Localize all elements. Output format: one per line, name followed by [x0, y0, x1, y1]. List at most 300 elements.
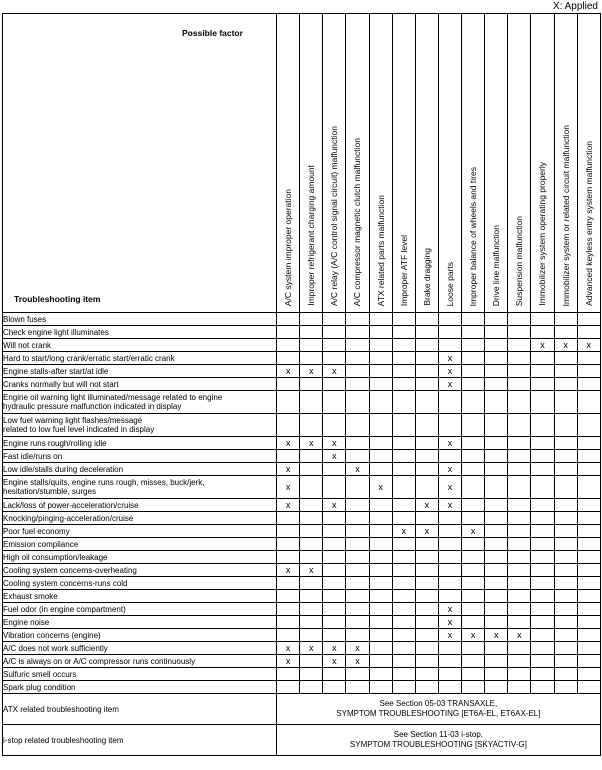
applied-mark-cell	[531, 590, 554, 603]
applied-mark-cell	[323, 339, 346, 352]
troubleshooting-item: Low idle/stalls during deceleration	[3, 463, 277, 476]
table-row	[3, 512, 601, 525]
applied-mark-cell	[508, 414, 531, 437]
reference-line-2: SYMPTOM TROUBLESHOOTING [SKYACTIV-G]	[349, 740, 527, 749]
applied-mark-cell: x	[277, 365, 300, 378]
applied-mark-cell	[531, 352, 554, 365]
applied-mark-cell	[438, 551, 461, 564]
applied-mark-cell	[462, 463, 485, 476]
applied-mark-cell	[300, 681, 323, 694]
applied-mark-cell	[462, 414, 485, 437]
troubleshooting-item: Engine oil warning light illuminated/message related to engine hydraulic pressure malfunction indicated in display	[3, 391, 277, 414]
applied-mark-cell	[508, 577, 531, 590]
factor-label: ATX related parts malfunction	[375, 194, 386, 306]
applied-mark-cell	[392, 437, 415, 450]
applied-mark-cell	[554, 577, 577, 590]
factor-header	[346, 14, 369, 313]
applied-mark-cell	[554, 326, 577, 339]
applied-mark-cell	[346, 352, 369, 365]
applied-mark-cell: x	[438, 476, 461, 499]
applied-mark-cell	[277, 681, 300, 694]
applied-mark-cell	[508, 681, 531, 694]
applied-mark-cell	[462, 437, 485, 450]
applied-mark-cell	[554, 551, 577, 564]
applied-mark-cell	[438, 538, 461, 551]
applied-mark-cell	[323, 525, 346, 538]
applied-mark-cell	[577, 414, 600, 437]
factor-label: Brake dragging	[421, 248, 432, 306]
applied-mark-cell	[577, 551, 600, 564]
applied-mark-cell	[369, 538, 392, 551]
applied-mark-cell	[438, 668, 461, 681]
applied-mark-cell	[369, 512, 392, 525]
factor-label: A/C relay (A/C control signal circuit) malfunction	[329, 126, 340, 306]
applied-mark-cell	[485, 326, 508, 339]
applied-mark-cell	[323, 616, 346, 629]
header-corner	[3, 14, 277, 313]
applied-mark-cell	[485, 681, 508, 694]
applied-mark-cell	[438, 681, 461, 694]
applied-mark-cell	[462, 352, 485, 365]
applied-mark-cell	[577, 476, 600, 499]
applied-mark-cell	[462, 313, 485, 326]
applied-mark-cell	[392, 551, 415, 564]
applied-mark-cell	[508, 339, 531, 352]
applied-mark-cell	[346, 564, 369, 577]
applied-mark-cell	[277, 352, 300, 365]
applied-mark-cell	[577, 642, 600, 655]
applied-mark-cell	[554, 313, 577, 326]
applied-mark-cell	[369, 590, 392, 603]
applied-mark-cell	[323, 681, 346, 694]
applied-mark-cell	[300, 538, 323, 551]
applied-mark-cell	[415, 668, 438, 681]
troubleshooting-item: Fast idle/runs on	[3, 450, 277, 463]
applied-mark-cell	[300, 352, 323, 365]
applied-mark-cell	[392, 414, 415, 437]
applied-mark-cell	[300, 326, 323, 339]
applied-mark-cell	[577, 365, 600, 378]
applied-mark-cell	[323, 577, 346, 590]
applied-mark-cell	[392, 499, 415, 512]
factor-header	[531, 14, 554, 313]
troubleshooting-item: Emission compliance	[3, 538, 277, 551]
applied-mark-cell	[277, 603, 300, 616]
reference-row	[3, 694, 601, 725]
factor-header	[462, 14, 485, 313]
applied-mark-cell	[508, 616, 531, 629]
applied-mark-cell	[531, 437, 554, 450]
applied-mark-cell	[485, 668, 508, 681]
applied-mark-cell	[508, 313, 531, 326]
applied-mark-cell: x	[300, 564, 323, 577]
applied-mark-cell	[554, 668, 577, 681]
applied-mark-cell	[554, 476, 577, 499]
applied-mark-cell	[277, 525, 300, 538]
applied-mark-cell	[323, 313, 346, 326]
applied-mark-cell	[485, 437, 508, 450]
applied-mark-cell	[415, 437, 438, 450]
applied-mark-cell: x	[300, 365, 323, 378]
applied-mark-cell	[531, 391, 554, 414]
applied-mark-cell	[369, 339, 392, 352]
applied-mark-cell	[300, 339, 323, 352]
table-row	[3, 463, 601, 476]
table-row	[3, 414, 601, 437]
applied-mark-cell	[577, 681, 600, 694]
reference-text	[277, 694, 601, 725]
applied-mark-cell: x	[438, 603, 461, 616]
applied-mark-cell	[485, 655, 508, 668]
applied-mark-cell: x	[323, 642, 346, 655]
applied-mark-cell	[531, 668, 554, 681]
applied-mark-cell	[462, 655, 485, 668]
applied-mark-cell	[554, 378, 577, 391]
table-row	[3, 681, 601, 694]
applied-mark-cell: x	[369, 476, 392, 499]
applied-mark-cell	[323, 414, 346, 437]
factor-header	[323, 14, 346, 313]
applied-mark-cell: x	[415, 499, 438, 512]
applied-mark-cell	[438, 414, 461, 437]
applied-mark-cell	[300, 512, 323, 525]
troubleshooting-item: Lack/loss of power-acceleration/cruise	[3, 499, 277, 512]
applied-mark-cell: x	[323, 450, 346, 463]
applied-mark-cell	[392, 681, 415, 694]
applied-mark-cell	[531, 365, 554, 378]
applied-mark-cell	[300, 603, 323, 616]
applied-mark-cell	[485, 450, 508, 463]
applied-mark-cell	[554, 525, 577, 538]
applied-mark-cell	[554, 629, 577, 642]
applied-mark-cell	[577, 512, 600, 525]
applied-mark-cell	[462, 538, 485, 551]
applied-mark-cell	[300, 577, 323, 590]
applied-mark-cell	[392, 590, 415, 603]
applied-mark-cell	[485, 352, 508, 365]
applied-mark-cell	[531, 616, 554, 629]
applied-mark-cell	[577, 352, 600, 365]
factor-label: Drive line malfunction	[491, 224, 502, 306]
applied-mark-cell: x	[462, 629, 485, 642]
applied-mark-cell	[554, 499, 577, 512]
applied-mark-cell	[508, 463, 531, 476]
applied-mark-cell	[531, 313, 554, 326]
applied-mark-cell	[531, 564, 554, 577]
troubleshooting-item: Engine noise	[3, 616, 277, 629]
applied-mark-cell	[346, 391, 369, 414]
applied-mark-cell	[485, 603, 508, 616]
applied-mark-cell	[485, 538, 508, 551]
applied-mark-cell	[415, 681, 438, 694]
applied-mark-cell	[554, 437, 577, 450]
factor-header	[369, 14, 392, 313]
applied-mark-cell	[346, 525, 369, 538]
applied-mark-cell	[369, 564, 392, 577]
applied-mark-cell	[277, 551, 300, 564]
applied-mark-cell	[485, 339, 508, 352]
applied-mark-cell	[415, 365, 438, 378]
applied-mark-cell	[392, 391, 415, 414]
applied-mark-cell	[300, 525, 323, 538]
applied-mark-cell	[485, 313, 508, 326]
factor-label: Immobilizer system or related circuit malfunction	[560, 124, 571, 306]
applied-mark-cell	[577, 525, 600, 538]
applied-mark-cell	[415, 564, 438, 577]
applied-mark-cell	[508, 365, 531, 378]
applied-mark-cell	[485, 616, 508, 629]
applied-mark-cell	[323, 352, 346, 365]
applied-mark-cell	[531, 476, 554, 499]
applied-mark-cell	[554, 616, 577, 629]
applied-mark-cell	[392, 642, 415, 655]
applied-mark-cell	[485, 551, 508, 564]
applied-mark-cell	[277, 339, 300, 352]
applied-mark-cell	[508, 378, 531, 391]
applied-mark-cell	[346, 414, 369, 437]
applied-mark-cell	[577, 668, 600, 681]
applied-mark-cell	[346, 499, 369, 512]
applied-mark-cell	[369, 655, 392, 668]
applied-mark-cell	[323, 590, 346, 603]
possible-factor-label: Possible factor	[182, 28, 243, 38]
applied-mark-cell	[323, 512, 346, 525]
applied-mark-cell: x	[277, 564, 300, 577]
factor-header	[277, 14, 300, 313]
table-row	[3, 525, 601, 538]
applied-mark-cell	[462, 577, 485, 590]
troubleshooting-item: Hard to start/long crank/erratic start/erratic crank	[3, 352, 277, 365]
factor-label: Loose parts	[444, 261, 455, 306]
factor-header	[508, 14, 531, 313]
troubleshooting-item: Engine stalls-after start/at idle	[3, 365, 277, 378]
applied-mark-cell	[300, 629, 323, 642]
applied-mark-cell	[554, 391, 577, 414]
applied-mark-cell	[554, 538, 577, 551]
applied-mark-cell	[485, 391, 508, 414]
applied-mark-cell	[485, 378, 508, 391]
applied-mark-cell	[415, 577, 438, 590]
applied-mark-cell: x	[577, 339, 600, 352]
applied-mark-cell	[415, 655, 438, 668]
applied-mark-cell	[462, 339, 485, 352]
applied-mark-cell	[508, 512, 531, 525]
applied-mark-cell	[554, 590, 577, 603]
applied-mark-cell	[485, 365, 508, 378]
reference-text	[277, 725, 601, 756]
applied-mark-cell	[531, 577, 554, 590]
applied-mark-cell	[323, 551, 346, 564]
table-row	[3, 352, 601, 365]
applied-mark-cell	[346, 616, 369, 629]
applied-mark-cell	[369, 616, 392, 629]
applied-mark-cell	[438, 525, 461, 538]
applied-mark-cell	[462, 476, 485, 499]
applied-mark-cell	[508, 352, 531, 365]
troubleshooting-item: Knocking/pinging-acceleration/cruise	[3, 512, 277, 525]
troubleshooting-item: A/C is always on or A/C compressor runs continuously	[3, 655, 277, 668]
applied-mark-cell	[392, 655, 415, 668]
applied-mark-cell	[438, 339, 461, 352]
applied-mark-cell	[323, 603, 346, 616]
troubleshooting-item: Engine stalls/quits, engine runs rough, misses, buck/jerk, hesitation/stumble, surges	[3, 476, 277, 499]
factor-label: Advanced keyless entry system malfunction	[583, 141, 594, 306]
troubleshooting-item: Blown fuses	[3, 313, 277, 326]
applied-mark-cell	[277, 590, 300, 603]
applied-mark-cell: x	[554, 339, 577, 352]
table-row	[3, 476, 601, 499]
applied-mark-cell	[346, 629, 369, 642]
header-row	[3, 14, 601, 313]
troubleshooting-item: Low fuel warning light flashes/message related to low fuel level indicated in display	[3, 414, 277, 437]
reference-line-2: SYMPTOM TROUBLESHOOTING [ET6A-EL, ET6AX-EL]	[336, 709, 541, 718]
applied-mark-cell	[462, 681, 485, 694]
table-row	[3, 339, 601, 352]
applied-mark-cell	[392, 313, 415, 326]
applied-mark-cell	[531, 551, 554, 564]
applied-mark-cell	[462, 326, 485, 339]
applied-mark-cell	[508, 476, 531, 499]
troubleshooting-item: Engine runs rough/rolling idle	[3, 437, 277, 450]
applied-mark-cell	[415, 414, 438, 437]
applied-mark-cell	[300, 499, 323, 512]
applied-mark-cell	[531, 378, 554, 391]
applied-mark-cell	[277, 616, 300, 629]
reference-row	[3, 725, 601, 756]
applied-mark-cell: x	[438, 463, 461, 476]
applied-mark-cell	[392, 326, 415, 339]
applied-mark-cell: x	[346, 642, 369, 655]
applied-mark-cell: x	[323, 655, 346, 668]
applied-mark-cell	[392, 463, 415, 476]
applied-mark-cell: x	[438, 352, 461, 365]
applied-mark-cell	[415, 463, 438, 476]
applied-mark-cell	[415, 629, 438, 642]
applied-mark-cell	[531, 681, 554, 694]
applied-mark-cell	[346, 512, 369, 525]
applied-mark-cell	[346, 326, 369, 339]
applied-mark-cell	[369, 681, 392, 694]
applied-mark-cell	[392, 577, 415, 590]
applied-mark-cell	[577, 603, 600, 616]
applied-mark-cell	[300, 476, 323, 499]
applied-mark-cell	[415, 326, 438, 339]
applied-mark-cell: x	[277, 499, 300, 512]
applied-mark-cell	[369, 365, 392, 378]
applied-mark-cell	[485, 525, 508, 538]
applied-mark-cell	[554, 512, 577, 525]
applied-mark-cell	[577, 499, 600, 512]
applied-mark-cell	[300, 378, 323, 391]
table-row	[3, 437, 601, 450]
applied-mark-cell	[438, 326, 461, 339]
reference-line-1: See Section 05-03 TRANSAXLE,	[379, 699, 498, 708]
factor-label: Improper refrigerant charging amount	[306, 165, 317, 306]
applied-mark-cell: x	[346, 655, 369, 668]
applied-mark-cell	[392, 512, 415, 525]
applied-mark-cell	[323, 629, 346, 642]
applied-mark-cell	[346, 339, 369, 352]
applied-mark-cell	[369, 463, 392, 476]
applied-mark-cell	[300, 616, 323, 629]
applied-mark-cell	[277, 313, 300, 326]
applied-mark-cell	[438, 512, 461, 525]
applied-mark-cell	[323, 564, 346, 577]
applied-mark-cell	[277, 577, 300, 590]
applied-mark-cell	[577, 629, 600, 642]
applied-mark-cell	[531, 655, 554, 668]
applied-mark-cell	[300, 668, 323, 681]
applied-mark-cell	[369, 525, 392, 538]
table-row	[3, 499, 601, 512]
applied-mark-cell	[323, 538, 346, 551]
applied-mark-cell: x	[277, 437, 300, 450]
applied-mark-cell	[323, 668, 346, 681]
applied-mark-cell	[346, 450, 369, 463]
applied-mark-cell	[577, 450, 600, 463]
applied-mark-cell	[577, 616, 600, 629]
factor-header	[392, 14, 415, 313]
table-row	[3, 577, 601, 590]
applied-mark-cell	[369, 450, 392, 463]
applied-mark-cell	[531, 629, 554, 642]
table-row	[3, 564, 601, 577]
applied-mark-cell	[554, 642, 577, 655]
applied-mark-cell: x	[485, 629, 508, 642]
applied-mark-cell	[462, 551, 485, 564]
applied-mark-cell	[346, 378, 369, 391]
applied-mark-cell	[369, 499, 392, 512]
applied-mark-cell	[531, 603, 554, 616]
applied-mark-cell	[300, 463, 323, 476]
applied-mark-cell	[277, 378, 300, 391]
applied-mark-cell	[346, 365, 369, 378]
applied-mark-cell	[508, 564, 531, 577]
applied-mark-cell	[346, 476, 369, 499]
applied-mark-cell	[369, 642, 392, 655]
applied-mark-cell	[300, 450, 323, 463]
troubleshooting-item: Cooling system concerns-overheating	[3, 564, 277, 577]
applied-mark-cell	[392, 365, 415, 378]
applied-mark-cell: x	[531, 339, 554, 352]
troubleshooting-item: A/C does not work sufficiently	[3, 642, 277, 655]
troubleshooting-item: Exhaust smoke	[3, 590, 277, 603]
applied-mark-cell: x	[277, 463, 300, 476]
troubleshooting-item: High oil consumption/leakage	[3, 551, 277, 564]
applied-mark-cell: x	[438, 499, 461, 512]
applied-mark-cell	[577, 590, 600, 603]
applied-mark-cell	[392, 378, 415, 391]
applied-mark-cell	[415, 538, 438, 551]
applied-mark-cell	[462, 642, 485, 655]
applied-mark-cell	[392, 352, 415, 365]
table-row	[3, 326, 601, 339]
applied-mark-cell	[369, 668, 392, 681]
applied-mark-cell	[531, 642, 554, 655]
table-row	[3, 391, 601, 414]
applied-mark-cell	[300, 551, 323, 564]
applied-mark-cell	[485, 499, 508, 512]
applied-mark-cell	[508, 642, 531, 655]
applied-mark-cell	[508, 499, 531, 512]
applied-mark-cell	[323, 378, 346, 391]
applied-mark-cell	[508, 655, 531, 668]
applied-mark-cell	[508, 668, 531, 681]
applied-mark-cell	[415, 378, 438, 391]
applied-mark-cell	[577, 378, 600, 391]
factor-label: Improper ATF level	[398, 234, 409, 306]
factor-header	[577, 14, 600, 313]
